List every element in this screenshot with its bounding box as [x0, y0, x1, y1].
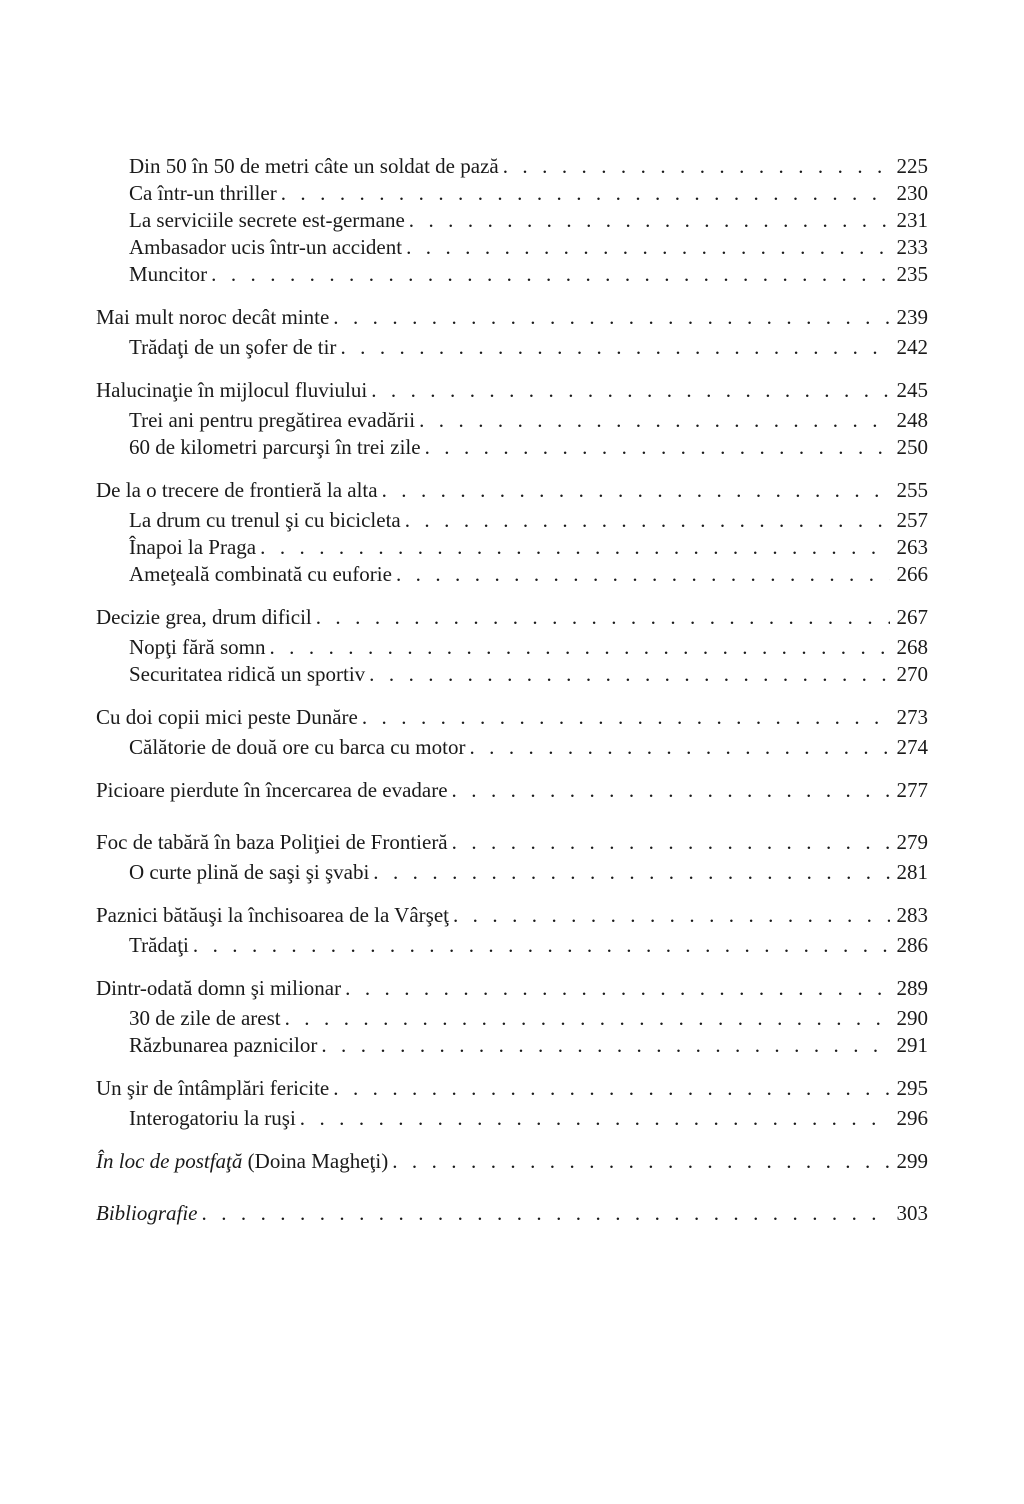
toc-group [96, 600, 928, 688]
entry-title: 30 de zile de arest [129, 1006, 281, 1030]
toc-section-entry [96, 859, 928, 886]
entry-title: La serviciile secrete est-germane [129, 208, 405, 232]
page-number: 283 [896, 903, 928, 927]
entry-title: Securitatea ridică un sportiv [129, 662, 366, 686]
dot-leader [202, 1196, 891, 1230]
entry-title: Răzbunarea paznicilor [129, 1033, 318, 1057]
dot-leader [340, 334, 890, 361]
page-number: 248 [896, 408, 928, 432]
entry-title: Interogatoriu la ruşi [129, 1106, 296, 1130]
toc-group [96, 773, 928, 807]
page-number: 239 [896, 305, 928, 329]
entry-title: De la o trecere de frontieră la alta [96, 478, 378, 502]
toc-group [96, 1144, 928, 1178]
entry-title: La drum cu trenul şi cu bicicleta [129, 508, 401, 532]
page-number: 231 [896, 208, 928, 232]
dot-leader [419, 407, 890, 434]
toc-group [96, 700, 928, 761]
page-number: 255 [896, 478, 928, 502]
dot-leader [369, 661, 890, 688]
toc-backmatter-entry [96, 1144, 928, 1178]
dot-leader [396, 561, 890, 588]
toc-group [96, 473, 928, 588]
page-number: 250 [896, 435, 928, 459]
page-number: 242 [896, 335, 928, 359]
entry-title: Trădaţi de un şofer de tir [129, 335, 337, 359]
toc-section-entry [96, 1032, 928, 1059]
page-number: 279 [896, 830, 928, 854]
page-number: 263 [896, 535, 928, 559]
dot-leader [285, 1005, 890, 1032]
page-number: 290 [896, 1006, 928, 1030]
toc-section-entry [96, 1005, 928, 1032]
page-number: 273 [896, 705, 928, 729]
entry-title: Călătorie de două ore cu barca cu motor [129, 735, 466, 759]
toc-chapter-entry [96, 825, 928, 859]
dot-leader [409, 207, 890, 234]
entry-title-italic: Bibliografie [96, 1201, 198, 1225]
dot-leader [382, 473, 890, 507]
toc-section-entry [96, 734, 928, 761]
toc-chapter-entry [96, 1071, 928, 1105]
toc-section-entry [96, 561, 928, 588]
entry-title: Paznici bătăuşi la închisoarea de la Vârşeţ [96, 903, 449, 927]
toc-section-entry [96, 207, 928, 234]
dot-leader [392, 1144, 890, 1178]
page-number: 270 [896, 662, 928, 686]
dot-leader [406, 234, 890, 261]
page-number: 268 [896, 635, 928, 659]
dot-leader [260, 534, 890, 561]
entry-title [96, 1144, 388, 1178]
toc-group [96, 1196, 928, 1230]
entry-title: Un şir de întâmplări fericite [96, 1076, 330, 1100]
dot-leader [321, 1032, 890, 1059]
page-number: 303 [896, 1201, 928, 1225]
dot-leader [300, 1105, 890, 1132]
toc-section-entry [96, 1105, 928, 1132]
toc-chapter-entry [96, 600, 928, 634]
page-number: 245 [896, 378, 928, 402]
entry-title: Nopţi fără somn [129, 635, 266, 659]
entry-title: Înapoi la Praga [129, 535, 257, 559]
toc-section-entry [96, 153, 928, 180]
page-number: 295 [896, 1076, 928, 1100]
toc-group [96, 153, 928, 288]
toc-chapter-entry [96, 300, 928, 334]
table-of-contents [96, 153, 928, 1248]
dot-leader [345, 971, 890, 1005]
toc-chapter-entry [96, 700, 928, 734]
entry-title: Cu doi copii mici peste Dunăre [96, 705, 358, 729]
page-number: 291 [896, 1033, 928, 1057]
entry-title: 60 de kilometri parcurşi în trei zile [129, 435, 421, 459]
toc-section-entry [96, 334, 928, 361]
toc-section-entry [96, 507, 928, 534]
toc-section-entry [96, 234, 928, 261]
dot-leader [405, 507, 890, 534]
dot-leader [333, 300, 890, 334]
page-number: 225 [896, 154, 928, 178]
page-number: 274 [896, 735, 928, 759]
toc-section-entry [96, 180, 928, 207]
toc-chapter-entry [96, 773, 928, 807]
page-number: 289 [896, 976, 928, 1000]
toc-section-entry [96, 534, 928, 561]
page-number: 286 [896, 933, 928, 957]
entry-title: Trei ani pentru pregătirea evadării [129, 408, 416, 432]
page-number: 230 [896, 181, 928, 205]
entry-title: Ameţeală combinată cu euforie [129, 562, 392, 586]
dot-leader [469, 734, 890, 761]
dot-leader [333, 1071, 890, 1105]
entry-title: Muncitor [129, 262, 208, 286]
dot-leader [281, 180, 890, 207]
dot-leader [211, 261, 890, 288]
page-number: 235 [896, 262, 928, 286]
dot-leader [371, 373, 890, 407]
entry-title: Mai mult noroc decât minte [96, 305, 330, 329]
toc-group [96, 898, 928, 959]
toc-chapter-entry [96, 898, 928, 932]
toc-group [96, 825, 928, 886]
page-number: 267 [896, 605, 928, 629]
entry-title: Ambasador ucis într-un accident [129, 235, 403, 259]
toc-backmatter-entry [96, 1196, 928, 1230]
dot-leader [373, 859, 890, 886]
entry-title: O curte plină de saşi şi şvabi [129, 860, 370, 884]
entry-title: Decizie grea, drum dificil [96, 605, 312, 629]
dot-leader [452, 825, 890, 859]
entry-title: Picioare pierdute în încercarea de evadare [96, 778, 448, 802]
entry-title-rest: (Doina Magheţi) [242, 1149, 389, 1173]
toc-group [96, 373, 928, 461]
dot-leader [503, 153, 890, 180]
toc-section-entry [96, 261, 928, 288]
toc-section-entry [96, 434, 928, 461]
toc-section-entry [96, 661, 928, 688]
entry-title: Ca într-un thriller [129, 181, 277, 205]
entry-title: Foc de tabără în baza Poliţiei de Frontieră [96, 830, 448, 854]
dot-leader [362, 700, 890, 734]
dot-leader [269, 634, 890, 661]
entry-title-italic: În loc de postfaţă [96, 1149, 243, 1173]
page-number: 299 [896, 1149, 928, 1173]
entry-title: Dintr-odată domn şi milionar [96, 976, 342, 1000]
toc-section-entry [96, 932, 928, 959]
dot-leader [425, 434, 890, 461]
toc-section-entry [96, 634, 928, 661]
toc-group [96, 971, 928, 1059]
page-number: 281 [896, 860, 928, 884]
toc-chapter-entry [96, 373, 928, 407]
dot-leader [316, 600, 890, 634]
toc-group [96, 1071, 928, 1132]
toc-chapter-entry [96, 473, 928, 507]
entry-title [96, 1196, 198, 1230]
page-number: 257 [896, 508, 928, 532]
toc-chapter-entry [96, 971, 928, 1005]
page-number: 233 [896, 235, 928, 259]
toc-group [96, 300, 928, 361]
page-number: 296 [896, 1106, 928, 1130]
dot-leader [193, 932, 890, 959]
entry-title: Trădaţi [129, 933, 189, 957]
dot-leader [453, 898, 890, 932]
entry-title: Din 50 în 50 de metri câte un soldat de pază [129, 154, 499, 178]
entry-title: Halucinaţie în mijlocul fluviului [96, 378, 368, 402]
dot-leader [452, 773, 890, 807]
page-number: 277 [896, 778, 928, 802]
page-number: 266 [896, 562, 928, 586]
toc-section-entry [96, 407, 928, 434]
